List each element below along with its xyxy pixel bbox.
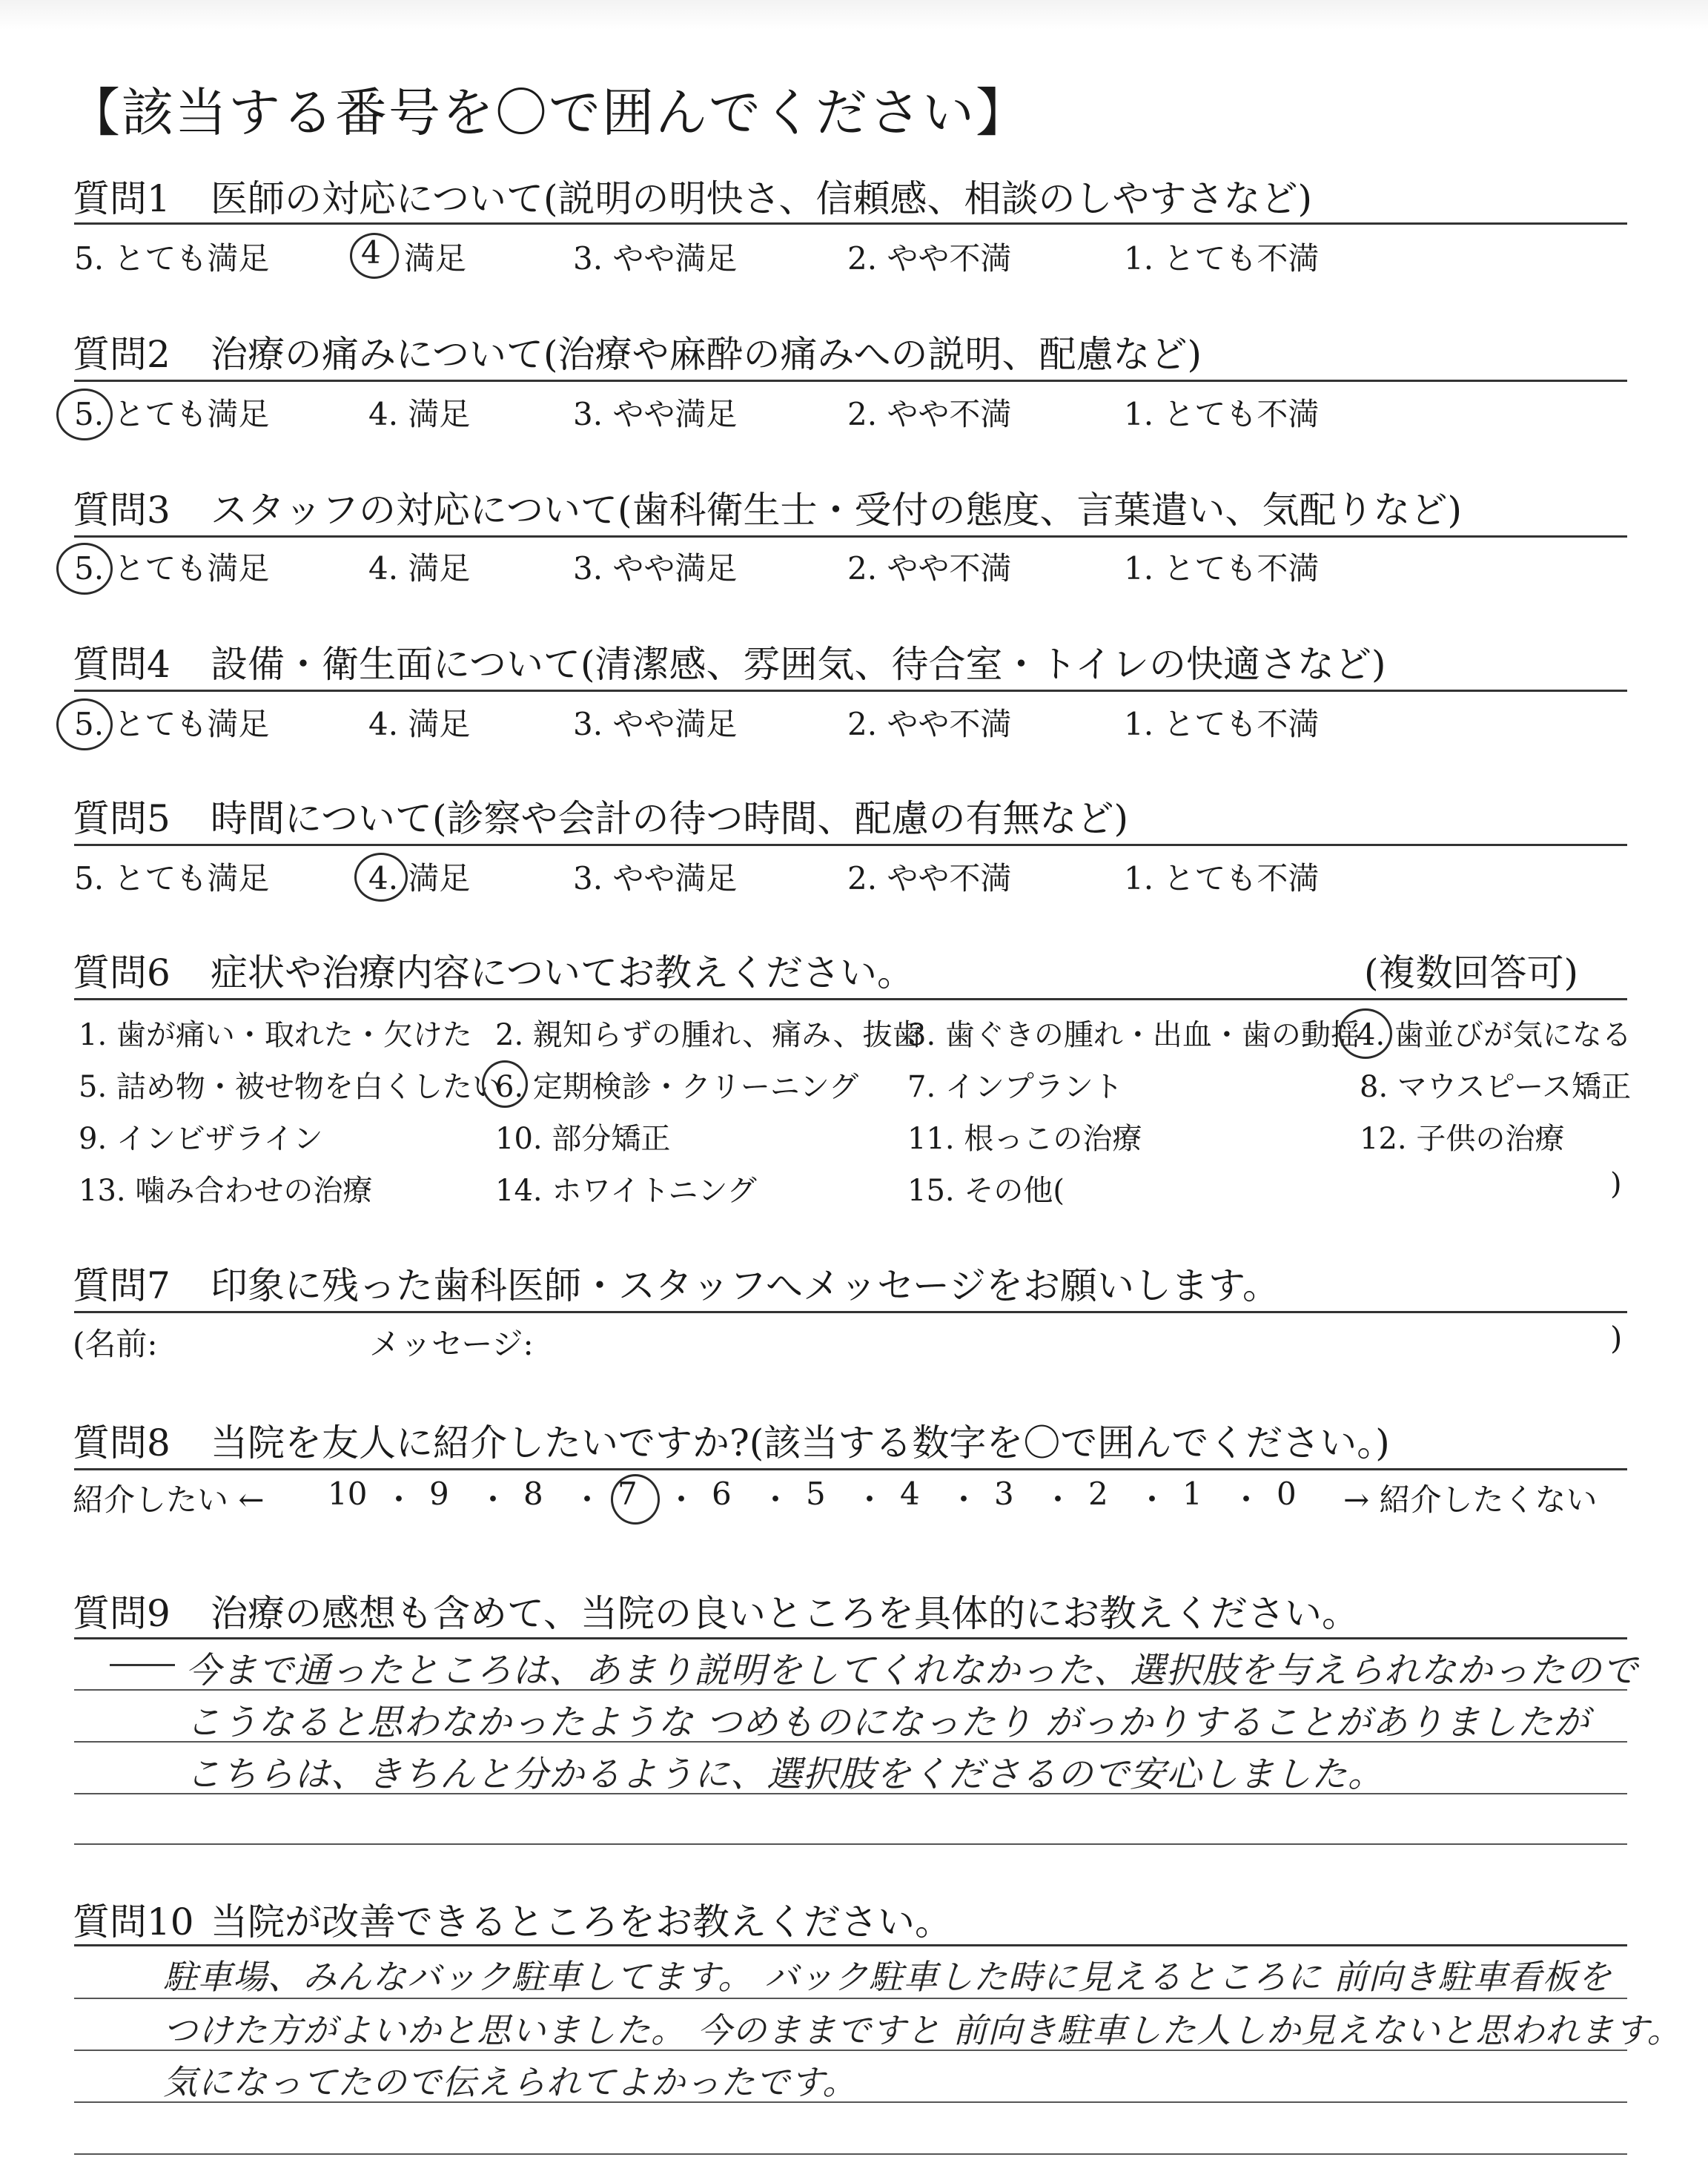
question-number: 質問8: [73, 1421, 171, 1464]
answer-line: [74, 1944, 1627, 1946]
question-text: 治療の痛みについて(治療や麻酔の痛みへの説明、配慮など): [211, 333, 1202, 376]
recommend-score-9[interactable]: 9: [429, 1476, 449, 1512]
q6-option-8[interactable]: 8. マウスピース矯正: [1360, 1070, 1632, 1104]
recommend-score-10[interactable]: 10: [328, 1476, 368, 1512]
q5-option-2[interactable]: 2. やや不満: [847, 860, 1012, 896]
recommend-score-4[interactable]: 4: [900, 1476, 920, 1512]
q2-option-5[interactable]: 5. とても満足: [74, 396, 270, 432]
recommend-left-label: 紹介したい ←: [73, 1482, 265, 1518]
q4-option-2[interactable]: 2. やや不満: [847, 706, 1012, 742]
recommend-score-3[interactable]: 3: [994, 1476, 1014, 1512]
recommend-score-8[interactable]: 8: [523, 1476, 543, 1512]
q2-option-4[interactable]: 4. 満足: [368, 396, 471, 432]
q5-option-1[interactable]: 1. とても不満: [1124, 860, 1320, 896]
q6-option-2[interactable]: 2. 親知らずの腫れ、痛み、抜歯: [495, 1018, 922, 1052]
scale-separator-dot: ・: [666, 1482, 698, 1518]
scan-top-edge: [0, 0, 1708, 30]
divider: [74, 844, 1627, 846]
question-number: 質問4: [73, 643, 171, 686]
scale-separator-dot: ・: [383, 1482, 415, 1518]
selection-circle-mark: [56, 698, 113, 750]
q1-option-4-number[interactable]: 4: [361, 234, 381, 271]
question-number: 質問5: [73, 797, 171, 840]
question-1: [73, 169, 1312, 222]
q2-option-1[interactable]: 1. とても不満: [1124, 396, 1320, 432]
name-label: (名前:: [73, 1326, 158, 1362]
recommend-right-label: → 紹介したくない: [1343, 1482, 1598, 1518]
q9-answer-line-3: こちらは、きちんと分かるように、選択肢をくださるので安心しました。: [185, 1754, 1385, 1795]
q9-answer-line-1: 今まで通ったところは、あまり説明をしてくれなかった、選択肢を与えられなかったので: [185, 1650, 1639, 1691]
q6-option-5[interactable]: 5. 詰め物・被せ物を白くしたい: [79, 1070, 502, 1104]
q6-option-14[interactable]: 14. ホワイトニング: [495, 1174, 757, 1208]
answer-line: [74, 2153, 1627, 2155]
q3-option-4[interactable]: 4. 満足: [368, 550, 471, 587]
page-title: 【該当する番号を〇で囲んでください】: [68, 82, 1029, 143]
question-text: 当院が改善できるところをお教えください。: [211, 1900, 952, 1943]
q6-option-15[interactable]: 15. その他(: [907, 1174, 1065, 1208]
strikethrough-mark: [110, 1664, 175, 1666]
question-text: 当院を友人に紹介したいですか?(該当する数字を〇で囲んでください。): [211, 1421, 1390, 1464]
question-text: 医師の対応について(説明の明快さ、信頼感、相談のしやすさなど): [211, 177, 1313, 220]
q4-option-4[interactable]: 4. 満足: [368, 706, 471, 742]
question-4: [73, 635, 1386, 688]
selection-circle-mark: [56, 543, 113, 595]
q5-option-5[interactable]: 5. とても満足: [74, 860, 270, 896]
q4-option-1[interactable]: 1. とても不満: [1124, 706, 1320, 742]
recommend-score-1[interactable]: 1: [1182, 1476, 1202, 1512]
q3-option-1[interactable]: 1. とても不満: [1124, 550, 1320, 587]
question-9: [73, 1584, 1359, 1637]
q6-option-1[interactable]: 1. 歯が痛い・取れた・欠けた: [79, 1018, 472, 1052]
question-number: 質問7: [73, 1264, 171, 1307]
q10-answer-line-1: 駐車場、みんなバック駐車してます。 バック駐車した時に見えるところに 前向き駐車看板を: [163, 1957, 1612, 1997]
q4-option-5[interactable]: 5. とても満足: [74, 706, 270, 742]
message-label: メッセージ:: [369, 1326, 534, 1362]
selection-circle-mark: [482, 1060, 528, 1108]
question-8: [73, 1413, 1390, 1467]
q6-option-13[interactable]: 13. 噛み合わせの治療: [79, 1174, 373, 1208]
q10-answer-line-2: つけた方がよいかと思いました。 今のままですと 前向き駐車した人しか見えないと思われます。: [163, 2010, 1682, 2050]
q6-option-10[interactable]: 10. 部分矯正: [495, 1122, 671, 1156]
divider: [74, 535, 1627, 538]
scale-separator-dot: ・: [948, 1482, 980, 1518]
q2-option-3[interactable]: 3. やや満足: [573, 396, 738, 432]
question-text: スタッフの対応について(歯科衛生士・受付の態度、言葉遣い、気配りなど): [211, 489, 1463, 532]
q5-option-4[interactable]: 4. 満足: [368, 860, 471, 896]
answer-line: [74, 1637, 1627, 1639]
question-3: [73, 480, 1462, 534]
question-2: [73, 325, 1202, 378]
recommend-score-0[interactable]: 0: [1277, 1476, 1297, 1512]
q6-option-12[interactable]: 12. 子供の治療: [1360, 1122, 1565, 1156]
multiple-answer-note: (複数回答可): [1364, 951, 1579, 994]
divider: [74, 998, 1627, 1000]
q1-option-2[interactable]: 2. やや不満: [847, 240, 1012, 277]
q6-option-15-close: ): [1610, 1167, 1622, 1201]
q3-option-2[interactable]: 2. やや不満: [847, 550, 1012, 587]
divider: [74, 380, 1627, 382]
selection-circle-mark: [1339, 1008, 1392, 1059]
message-close: ): [1610, 1320, 1623, 1356]
q6-option-11[interactable]: 11. 根っこの治療: [907, 1122, 1142, 1156]
scale-separator-dot: ・: [854, 1482, 886, 1518]
scale-separator-dot: ・: [477, 1482, 509, 1518]
recommend-score-2[interactable]: 2: [1088, 1476, 1108, 1512]
q3-option-3[interactable]: 3. やや満足: [573, 550, 738, 587]
q1-option-3[interactable]: 3. やや満足: [573, 240, 738, 277]
q10-answer-line-3: 気になってたので伝えられてよかったです。: [163, 2062, 858, 2102]
scale-separator-dot: ・: [572, 1482, 603, 1518]
scale-separator-dot: ・: [1042, 1482, 1074, 1518]
q9-answer-line-2: こうなると思わなかったような つめものになったり がっかりすることがありましたが: [185, 1702, 1590, 1743]
question-7: [73, 1256, 1280, 1309]
q1-option-4-label[interactable]: 満足: [404, 240, 467, 277]
scale-separator-dot: ・: [760, 1482, 792, 1518]
question-number: 質問6: [73, 951, 171, 994]
q1-option-1[interactable]: 1. とても不満: [1124, 240, 1320, 277]
scale-separator-dot: ・: [1231, 1482, 1262, 1518]
q6-option-4[interactable]: 4. 歯並びが気になる: [1357, 1018, 1632, 1052]
q1-option-5[interactable]: 5. とても満足: [74, 240, 270, 277]
q4-option-3[interactable]: 3. やや満足: [573, 706, 738, 742]
question-text: 設備・衛生面について(清潔感、雰囲気、待合室・トイレの快適さなど): [211, 643, 1386, 686]
recommend-score-7[interactable]: 7: [618, 1476, 638, 1512]
question-text: 治療の感想も含めて、当院の良いところを具体的にお教えください。: [211, 1592, 1359, 1635]
recommend-score-5[interactable]: 5: [806, 1476, 826, 1512]
selection-circle-mark: [350, 233, 399, 279]
q6-option-6[interactable]: 6. 定期検診・クリーニング: [495, 1070, 859, 1104]
q6-option-3[interactable]: 3. 歯ぐきの腫れ・出血・歯の動揺: [907, 1018, 1360, 1052]
question-text: 印象に残った歯科医師・スタッフへメッセージをお願いします。: [211, 1264, 1280, 1307]
divider: [74, 1311, 1627, 1313]
selection-circle-mark: [611, 1474, 660, 1525]
question-number: 質問9: [73, 1592, 171, 1635]
question-number: 質問10: [73, 1900, 194, 1943]
divider: [74, 222, 1627, 225]
scale-separator-dot: ・: [1136, 1482, 1168, 1518]
question-6: [73, 943, 914, 997]
q3-option-5[interactable]: 5. とても満足: [74, 550, 270, 587]
question-number: 質問2: [73, 333, 171, 376]
question-5: [73, 789, 1128, 842]
answer-line: [74, 1843, 1627, 1845]
q6-option-7[interactable]: 7. インプラント: [907, 1070, 1123, 1104]
question-number: 質問1: [73, 177, 171, 220]
divider: [74, 1468, 1627, 1470]
question-number: 質問3: [73, 489, 171, 532]
recommend-score-6[interactable]: 6: [712, 1476, 732, 1512]
selection-circle-mark: [56, 389, 113, 440]
q2-option-2[interactable]: 2. やや不満: [847, 396, 1012, 432]
q6-option-9[interactable]: 9. インビザライン: [79, 1122, 323, 1156]
question-text: 時間について(診察や会計の待つ時間、配慮の有無など): [211, 797, 1129, 840]
question-text: 症状や治療内容についてお教えください。: [211, 951, 914, 994]
divider: [74, 690, 1627, 692]
q5-option-3[interactable]: 3. やや満足: [573, 860, 738, 896]
question-10: [73, 1892, 952, 1946]
selection-circle-mark: [354, 853, 408, 902]
